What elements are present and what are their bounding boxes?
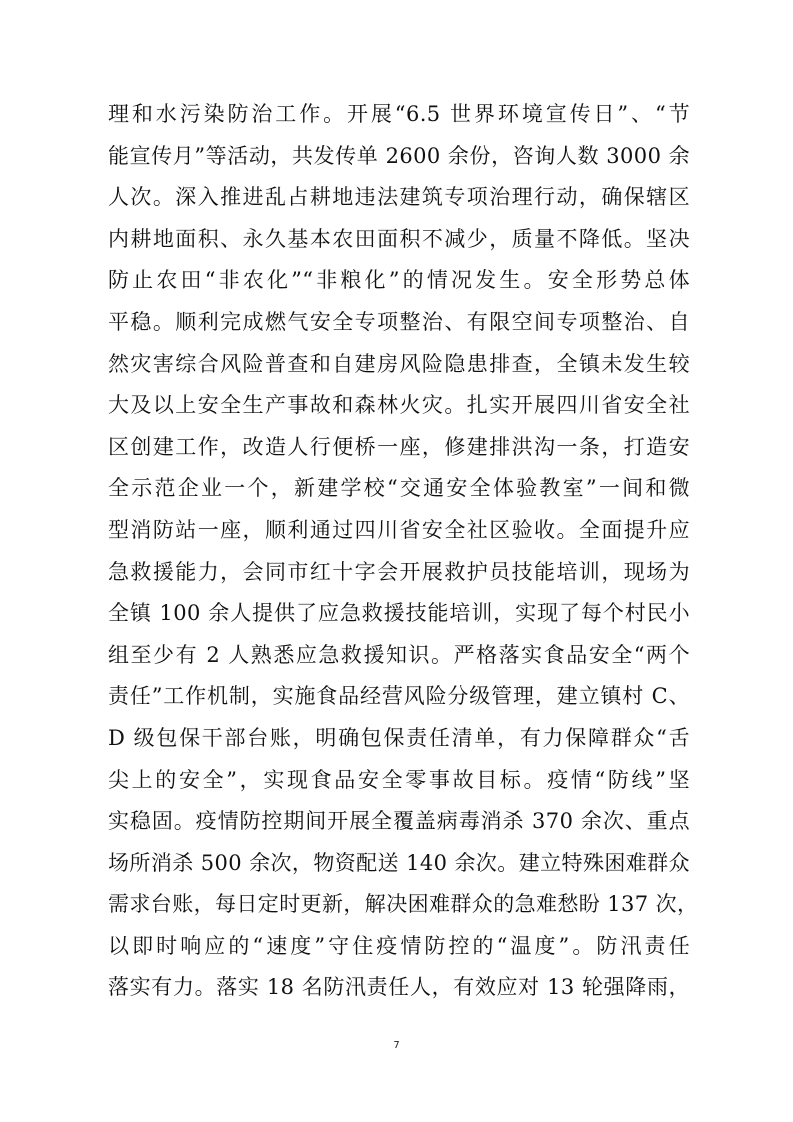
text-line: 区创建工作，改造人行便桥一座，修建排洪沟一条，打造安 [108, 434, 690, 459]
text-line: 场所消杀 500 余次，物资配送 140 余次。建立特殊困难群众 [108, 850, 690, 875]
text-line: 人次。深入推进乱占耕地违法建筑专项治理行动，确保辖区 [108, 185, 690, 210]
text-line: 型消防站一座，顺利通过四川省安全社区验收。全面提升应 [108, 517, 690, 542]
text-line: 实稳固。疫情防控期间开展全覆盖病毒消杀 370 余次、重点 [108, 809, 690, 834]
text-line: 全镇 100 余人提供了应急救援技能培训，实现了每个村民小 [108, 601, 690, 626]
body-text [108, 94, 699, 1009]
text-line: 防止农田“非农化”“非粮化”的情况发生。安全形势总体 [108, 268, 690, 293]
text-line: 内耕地面积、永久基本农田面积不减少，质量不降低。坚决 [108, 226, 690, 251]
text-line: D 级包保干部台账，明确包保责任清单，有力保障群众“舌 [108, 725, 690, 750]
text-line: 急救援能力，会同市红十字会开展救护员技能培训，现场为 [108, 559, 690, 584]
text-line: 理和水污染防治工作。开展“6.5 世界环境宣传日”、“节 [108, 102, 690, 126]
text-line: 组至少有 2 人熟悉应急救援知识。严格落实食品安全“两个 [108, 642, 690, 667]
text-line: 全示范企业一个，新建学校“交通安全体验教室”一间和微 [108, 476, 690, 501]
text-line: 以即时响应的“速度”守住疫情防控的“温度”。防汛责任 [108, 933, 690, 958]
text-line: 然灾害综合风险普查和自建房风险隐患排查，全镇未发生较 [108, 351, 690, 376]
text-line: 平稳。顺利完成燃气安全专项整治、有限空间专项整治、自 [108, 309, 690, 334]
text-line: 尖上的安全”，实现食品安全零事故目标。疫情“防线”坚 [108, 767, 690, 792]
text-line: 需求台账，每日定时更新，解决困难群众的急难愁盼 137 次， [108, 892, 699, 917]
page-number: 7 [393, 1040, 400, 1051]
text-line: 能宣传月”等活动，共发传单 2600 余份，咨询人数 3000 余 [108, 143, 690, 168]
text-line: 大及以上安全生产事故和森林火灾。扎实开展四川省安全社 [108, 393, 690, 418]
text-line: 责任”工作机制，实施食品经营风险分级管理，建立镇村 C、 [108, 684, 690, 709]
text-line: 落实有力。落实 18 名防汛责任人，有效应对 13 轮强降雨， [108, 975, 690, 1000]
